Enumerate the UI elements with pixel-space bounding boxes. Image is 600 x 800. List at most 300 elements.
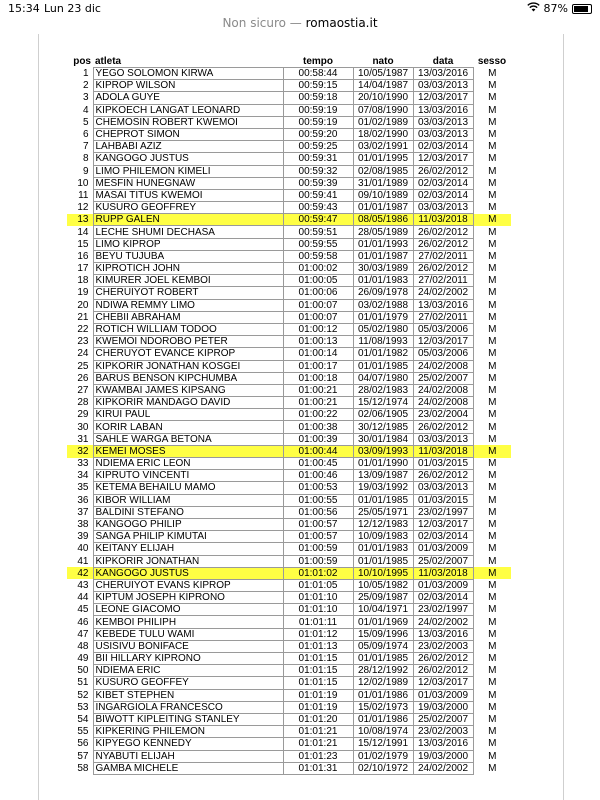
cell-tempo: 01:00:39 xyxy=(283,433,353,445)
cell-tempo: 01:01:05 xyxy=(283,579,353,591)
cell-sesso: M xyxy=(488,384,497,396)
cell-nato: 20/10/1990 xyxy=(353,92,413,104)
cell-data: 01/03/2015 xyxy=(413,458,473,470)
cell-nato: 01/01/1987 xyxy=(353,202,413,214)
cell-pos: 20 xyxy=(77,299,89,311)
cell-atleta: SAHLE WARGA BETONA xyxy=(93,433,283,445)
cell-data: 26/02/2012 xyxy=(413,226,473,238)
cell-nato: 03/02/1988 xyxy=(353,299,413,311)
cell-tempo: 00:59:31 xyxy=(283,153,353,165)
cell-nato: 10/10/1995 xyxy=(353,567,413,579)
cell-pos: 7 xyxy=(82,141,89,153)
cell-sesso: M xyxy=(488,287,497,299)
cell-data: 27/02/2011 xyxy=(413,311,473,323)
cell-data: 13/03/2016 xyxy=(413,738,473,750)
cell-nato: 01/01/1986 xyxy=(353,689,413,701)
cell-atleta: KIBET STEPHEN xyxy=(93,689,283,701)
cell-pos: 10 xyxy=(77,177,89,189)
table-row xyxy=(67,640,511,652)
cell-tempo: 00:59:43 xyxy=(283,202,353,214)
cell-nato: 10/05/1982 xyxy=(353,579,413,591)
cell-sesso: M xyxy=(488,421,497,433)
cell-atleta: LIMO PHILEMON KIMELI xyxy=(93,165,283,177)
cell-atleta: KIPROP WILSON xyxy=(93,80,283,92)
table-row xyxy=(67,470,511,482)
cell-sesso: M xyxy=(488,92,497,104)
cell-pos: 57 xyxy=(77,750,89,762)
cell-data: 05/03/2006 xyxy=(413,348,473,360)
cell-sesso: M xyxy=(488,129,497,141)
cell-atleta: MESFIN HUNEGNAW xyxy=(93,177,283,189)
cell-atleta: KIPKORIR JONATHAN KOSGEI xyxy=(93,360,283,372)
cell-sesso: M xyxy=(488,409,497,421)
table-row xyxy=(67,323,511,335)
table-row xyxy=(67,397,511,409)
cell-tempo: 01:01:21 xyxy=(283,738,353,750)
cell-sesso: M xyxy=(488,311,497,323)
cell-tempo: 01:00:07 xyxy=(283,299,353,311)
cell-sesso: M xyxy=(488,689,497,701)
cell-sesso: M xyxy=(488,616,497,628)
table-row xyxy=(67,494,511,506)
cell-atleta: KIPKERING PHILEMON xyxy=(93,726,283,738)
cell-sesso: M xyxy=(488,263,497,275)
table-row xyxy=(67,336,511,348)
cell-pos: 11 xyxy=(78,189,89,201)
cell-tempo: 01:00:21 xyxy=(283,384,353,396)
cell-sesso: M xyxy=(488,519,497,531)
cell-pos: 15 xyxy=(77,238,89,250)
cell-tempo: 00:59:41 xyxy=(283,189,353,201)
page-content xyxy=(38,34,564,800)
cell-pos: 55 xyxy=(77,726,89,738)
cell-tempo: 00:59:32 xyxy=(283,165,353,177)
cell-atleta: BII HILLARY KIPRONO xyxy=(93,653,283,665)
cell-atleta: LAHBABI AZIZ xyxy=(93,141,283,153)
cell-data: 26/02/2012 xyxy=(413,165,473,177)
cell-atleta: KIPKORIR MANDAGO DAVID xyxy=(93,397,283,409)
cell-data: 11/03/2018 xyxy=(413,445,473,457)
cell-sesso: M xyxy=(488,68,497,80)
cell-data: 03/03/2013 xyxy=(413,433,473,445)
cell-data: 12/03/2017 xyxy=(413,336,473,348)
header-pos: pos xyxy=(73,56,91,68)
cell-data: 12/03/2017 xyxy=(413,518,473,530)
cell-pos: 21 xyxy=(77,311,89,323)
cell-sesso: M xyxy=(488,543,497,555)
cell-atleta: KWAMBAI JAMES KIPSANG xyxy=(93,384,283,396)
cell-data: 01/03/2015 xyxy=(413,494,473,506)
cell-nato: 01/01/1985 xyxy=(353,653,413,665)
cell-sesso: M xyxy=(488,738,497,750)
cell-tempo: 01:01:11 xyxy=(283,616,353,628)
cell-sesso: M xyxy=(488,750,497,762)
cell-pos: 30 xyxy=(77,421,89,433)
cell-nato: 25/09/1987 xyxy=(353,592,413,604)
cell-pos: 45 xyxy=(77,604,89,616)
cell-data: 13/03/2016 xyxy=(413,68,473,80)
cell-tempo: 01:00:12 xyxy=(283,323,353,335)
cell-tempo: 01:00:21 xyxy=(283,397,353,409)
cell-sesso: M xyxy=(488,141,497,153)
cell-data: 26/02/2012 xyxy=(413,421,473,433)
cell-pos: 1 xyxy=(82,68,89,80)
cell-nato: 03/09/1993 xyxy=(353,445,413,457)
cell-tempo: 01:00:38 xyxy=(283,421,353,433)
table-row xyxy=(67,579,511,591)
cell-sesso: M xyxy=(488,299,497,311)
cell-pos: 38 xyxy=(77,519,89,531)
cell-atleta: KANGOGO JUSTUS xyxy=(93,567,283,579)
cell-atleta: KORIR LABAN xyxy=(93,421,283,433)
cell-nato: 01/01/1995 xyxy=(353,153,413,165)
cell-data: 26/02/2012 xyxy=(413,263,473,275)
cell-pos: 42 xyxy=(67,567,93,579)
cell-tempo: 00:59:20 xyxy=(283,128,353,140)
table-row xyxy=(67,701,511,713)
table-row xyxy=(67,360,511,372)
cell-nato: 15/09/1996 xyxy=(353,628,413,640)
battery-icon xyxy=(572,4,592,14)
table-row xyxy=(67,628,511,640)
cell-pos: 34 xyxy=(77,470,89,482)
cell-sesso: M xyxy=(488,665,497,677)
cell-data: 03/03/2013 xyxy=(413,128,473,140)
cell-pos: 16 xyxy=(77,250,89,262)
table-row xyxy=(67,726,511,738)
cell-tempo: 00:59:25 xyxy=(283,141,353,153)
table-row xyxy=(67,141,511,153)
cell-nato: 31/01/1989 xyxy=(353,177,413,189)
cell-tempo: 01:01:20 xyxy=(283,713,353,725)
cell-tempo: 01:00:07 xyxy=(283,311,353,323)
cell-tempo: 01:00:22 xyxy=(283,409,353,421)
cell-nato: 18/02/1990 xyxy=(353,128,413,140)
cell-tempo: 01:00:45 xyxy=(283,458,353,470)
cell-data: 25/02/2007 xyxy=(413,713,473,725)
header-nato: nato xyxy=(372,56,394,67)
cell-sesso: M xyxy=(488,177,497,189)
url-domain: romaostia.it xyxy=(305,16,378,30)
cell-nato: 01/01/1985 xyxy=(353,494,413,506)
cell-pos: 29 xyxy=(77,409,89,421)
cell-sesso: M xyxy=(488,701,497,713)
cell-data: 23/02/2004 xyxy=(413,409,473,421)
table-row xyxy=(67,372,511,384)
cell-pos: 52 xyxy=(77,689,89,701)
cell-nato: 10/05/1987 xyxy=(353,68,413,80)
cell-atleta: LEONE GIACOMO xyxy=(93,604,283,616)
table-row xyxy=(67,250,511,262)
address-bar[interactable] xyxy=(0,16,600,34)
cell-pos: 23 xyxy=(77,336,89,348)
cell-data: 03/03/2013 xyxy=(413,202,473,214)
cell-data: 13/03/2016 xyxy=(413,104,473,116)
table-row xyxy=(67,506,511,518)
cell-sesso: M xyxy=(488,726,497,738)
cell-data: 24/02/2002 xyxy=(413,616,473,628)
table-row xyxy=(67,665,511,677)
status-right xyxy=(527,2,592,15)
cell-tempo: 00:59:47 xyxy=(283,214,353,226)
cell-sesso: M xyxy=(488,640,497,652)
cell-pos: 8 xyxy=(82,153,89,165)
table-row xyxy=(67,555,511,567)
cell-tempo: 01:00:57 xyxy=(283,531,353,543)
cell-atleta: SANGA PHILIP KIMUTAI xyxy=(93,531,283,543)
cell-pos: 43 xyxy=(77,579,89,591)
cell-tempo: 00:58:44 xyxy=(283,68,353,80)
cell-nato: 10/08/1974 xyxy=(353,726,413,738)
cell-sesso: M xyxy=(488,494,497,506)
cell-nato: 15/12/1991 xyxy=(353,738,413,750)
cell-atleta: LECHE SHUMI DECHASA xyxy=(93,226,283,238)
table-row xyxy=(67,116,511,128)
cell-tempo: 01:01:10 xyxy=(283,604,353,616)
cell-atleta: KANGOGO PHILIP xyxy=(93,518,283,530)
cell-pos: 50 xyxy=(77,665,89,677)
table-row xyxy=(67,653,511,665)
cell-data: 24/02/2008 xyxy=(413,384,473,396)
cell-sesso: M xyxy=(488,104,497,116)
table-row xyxy=(67,689,511,701)
table-row xyxy=(67,531,511,543)
cell-sesso: M xyxy=(473,214,511,226)
cell-tempo: 01:00:13 xyxy=(283,336,353,348)
cell-pos: 48 xyxy=(77,640,89,652)
cell-pos: 3 xyxy=(82,92,89,104)
cell-pos: 58 xyxy=(77,762,89,774)
cell-atleta: KIPKOECH LANGAT LEONARD xyxy=(93,104,283,116)
table-row xyxy=(67,384,511,396)
table-row xyxy=(67,409,511,421)
cell-pos: 49 xyxy=(77,653,89,665)
cell-tempo: 01:00:57 xyxy=(283,518,353,530)
table-row xyxy=(67,518,511,530)
cell-atleta: KUSURO GEOFFREY xyxy=(93,202,283,214)
cell-pos: 47 xyxy=(77,628,89,640)
cell-atleta: KIMURER JOEL KEMBOI xyxy=(93,275,283,287)
cell-atleta: KEBEDE TULU WAMI xyxy=(93,628,283,640)
cell-sesso: M xyxy=(488,153,497,165)
cell-nato: 15/02/1973 xyxy=(353,701,413,713)
not-secure-label: Non sicuro — xyxy=(222,16,302,30)
cell-pos: 35 xyxy=(77,482,89,494)
cell-tempo: 01:01:02 xyxy=(283,567,353,579)
cell-tempo: 01:00:18 xyxy=(283,372,353,384)
table-row xyxy=(67,104,511,116)
cell-data: 02/03/2014 xyxy=(413,531,473,543)
cell-sesso: M xyxy=(488,579,497,591)
cell-nato: 01/01/1993 xyxy=(353,238,413,250)
cell-atleta: RUPP GALEN xyxy=(93,214,283,226)
cell-nato: 04/07/1980 xyxy=(353,372,413,384)
cell-atleta: CHERUIYOT EVANS KIPROP xyxy=(93,579,283,591)
cell-nato: 02/10/1972 xyxy=(353,762,413,774)
cell-atleta: KIPKORIR JONATHAN xyxy=(93,555,283,567)
cell-pos: 4 xyxy=(82,104,89,116)
cell-tempo: 00:59:55 xyxy=(283,238,353,250)
cell-tempo: 01:01:19 xyxy=(283,701,353,713)
status-date: Lun 23 dic xyxy=(44,2,101,15)
cell-tempo: 00:59:18 xyxy=(283,92,353,104)
cell-pos: 6 xyxy=(82,129,89,141)
table-row xyxy=(67,153,511,165)
table-row xyxy=(67,275,511,287)
cell-sesso: M xyxy=(488,531,497,543)
cell-sesso: M xyxy=(488,470,497,482)
cell-atleta: KEITANY ELIJAH xyxy=(93,543,283,555)
cell-data: 02/03/2014 xyxy=(413,141,473,153)
cell-nato: 01/01/1990 xyxy=(353,458,413,470)
cell-nato: 26/09/1978 xyxy=(353,287,413,299)
cell-data: 12/03/2017 xyxy=(413,677,473,689)
cell-nato: 02/08/1985 xyxy=(353,165,413,177)
table-row xyxy=(67,445,511,457)
cell-atleta: KETEMA BEHAILU MAMO xyxy=(93,482,283,494)
cell-data: 13/03/2016 xyxy=(413,299,473,311)
table-row xyxy=(67,202,511,214)
cell-sesso: M xyxy=(488,433,497,445)
table-row xyxy=(67,482,511,494)
cell-data: 12/03/2017 xyxy=(413,153,473,165)
cell-data: 23/02/1997 xyxy=(413,604,473,616)
cell-sesso: M xyxy=(488,458,497,470)
cell-nato: 30/01/1984 xyxy=(353,433,413,445)
cell-nato: 01/01/1986 xyxy=(353,713,413,725)
cell-nato: 05/02/1980 xyxy=(353,323,413,335)
cell-data: 24/02/2008 xyxy=(413,397,473,409)
cell-sesso: M xyxy=(488,592,497,604)
cell-sesso: M xyxy=(488,506,497,518)
cell-sesso: M xyxy=(488,762,497,774)
cell-sesso: M xyxy=(488,360,497,372)
cell-tempo: 00:59:15 xyxy=(283,80,353,92)
cell-atleta: USISIVU BONIFACE xyxy=(93,640,283,652)
cell-pos: 25 xyxy=(77,360,89,372)
cell-sesso: M xyxy=(488,397,497,409)
cell-data: 24/02/2002 xyxy=(413,762,473,774)
table-row xyxy=(67,616,511,628)
cell-sesso: M xyxy=(488,275,497,287)
status-bar xyxy=(0,0,600,16)
table-row xyxy=(67,762,511,774)
table-row xyxy=(67,311,511,323)
cell-tempo: 01:01:21 xyxy=(283,726,353,738)
table-body xyxy=(67,68,511,775)
cell-data: 24/02/2002 xyxy=(413,287,473,299)
cell-tempo: 01:01:10 xyxy=(283,592,353,604)
cell-nato: 03/02/1991 xyxy=(353,141,413,153)
cell-sesso: M xyxy=(488,189,497,201)
cell-sesso: M xyxy=(488,604,497,616)
cell-sesso: M xyxy=(488,116,497,128)
table-row xyxy=(67,287,511,299)
cell-sesso: M xyxy=(488,80,497,92)
cell-atleta: KIRUI PAUL xyxy=(93,409,283,421)
cell-pos: 24 xyxy=(77,348,89,360)
cell-pos: 19 xyxy=(77,287,89,299)
table-row xyxy=(67,458,511,470)
table-row xyxy=(67,738,511,750)
cell-atleta: LIMO KIPROP xyxy=(93,238,283,250)
cell-sesso: M xyxy=(473,445,511,457)
cell-sesso: M xyxy=(488,324,497,336)
table-row xyxy=(67,128,511,140)
cell-tempo: 00:59:58 xyxy=(283,250,353,262)
wifi-icon xyxy=(527,2,540,15)
cell-pos: 56 xyxy=(77,738,89,750)
cell-data: 25/02/2007 xyxy=(413,555,473,567)
cell-tempo: 01:00:46 xyxy=(283,470,353,482)
cell-tempo: 01:01:15 xyxy=(283,653,353,665)
cell-data: 25/02/2007 xyxy=(413,372,473,384)
cell-tempo: 00:59:19 xyxy=(283,104,353,116)
cell-pos: 5 xyxy=(82,116,89,128)
cell-atleta: KIPROTICH JOHN xyxy=(93,263,283,275)
cell-atleta: NYABUTI ELIJAH xyxy=(93,750,283,762)
table-row xyxy=(67,592,511,604)
cell-nato: 02/06/1905 xyxy=(353,409,413,421)
cell-pos: 14 xyxy=(77,226,89,238)
table-row xyxy=(67,177,511,189)
cell-data: 26/02/2012 xyxy=(413,238,473,250)
cell-pos: 37 xyxy=(77,506,89,518)
cell-atleta: KIPTUM JOSEPH KIPRONO xyxy=(93,592,283,604)
results-table xyxy=(67,56,511,775)
cell-data: 26/02/2012 xyxy=(413,470,473,482)
cell-data: 02/03/2014 xyxy=(413,592,473,604)
table-row xyxy=(67,713,511,725)
cell-nato: 01/01/1983 xyxy=(353,275,413,287)
cell-data: 11/03/2018 xyxy=(413,214,473,226)
cell-pos: 17 xyxy=(77,263,89,275)
table-row xyxy=(67,543,511,555)
cell-sesso: M xyxy=(488,348,497,360)
table-row xyxy=(67,677,511,689)
cell-atleta: NDIEMA ERIC LEON xyxy=(93,458,283,470)
cell-tempo: 01:01:19 xyxy=(283,689,353,701)
header-sesso: sesso xyxy=(477,56,507,68)
table-row xyxy=(67,567,511,579)
cell-sesso: M xyxy=(488,714,497,726)
cell-pos: 22 xyxy=(77,324,89,336)
cell-pos: 26 xyxy=(77,372,89,384)
cell-data: 23/02/2003 xyxy=(413,640,473,652)
cell-pos: 31 xyxy=(77,433,89,445)
table-row xyxy=(67,226,511,238)
cell-data: 03/03/2013 xyxy=(413,80,473,92)
cell-data: 23/02/2003 xyxy=(413,726,473,738)
cell-tempo: 01:01:31 xyxy=(283,762,353,774)
cell-atleta: BARUS BENSON KIPCHUMBA xyxy=(93,372,283,384)
cell-data: 26/02/2012 xyxy=(413,665,473,677)
cell-nato: 13/09/1987 xyxy=(353,470,413,482)
cell-tempo: 01:00:06 xyxy=(283,287,353,299)
cell-nato: 01/01/1979 xyxy=(353,311,413,323)
cell-nato: 01/01/1982 xyxy=(353,348,413,360)
cell-atleta: INGARGIOLA FRANCESCO xyxy=(93,701,283,713)
cell-pos: 44 xyxy=(77,592,89,604)
table-row xyxy=(67,421,511,433)
cell-atleta: YEGO SOLOMON KIRWA xyxy=(93,68,283,80)
table-row xyxy=(67,604,511,616)
cell-nato: 30/12/1985 xyxy=(353,421,413,433)
cell-atleta: KWEMOI NDOROBO PETER xyxy=(93,336,283,348)
cell-nato: 07/08/1990 xyxy=(353,104,413,116)
table-header-row xyxy=(67,56,511,68)
cell-tempo: 01:01:12 xyxy=(283,628,353,640)
